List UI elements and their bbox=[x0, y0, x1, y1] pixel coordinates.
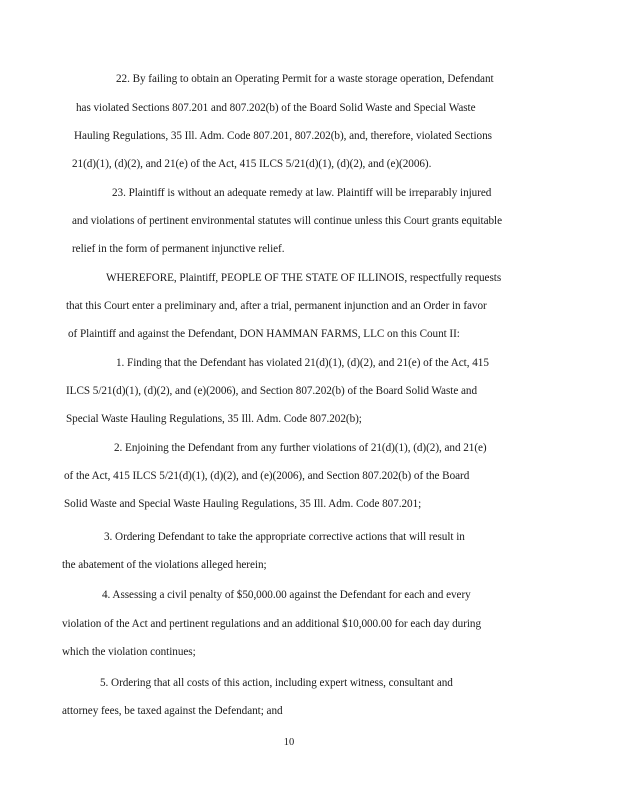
paragraph-22-line-4: 21(d)(1), (d)(2), and 21(e) of the Act, 415 ILCS 5/21(d)(1), (d)(2), and (e)(2006). bbox=[72, 158, 432, 170]
paragraph-23-line-3: relief in the form of permanent injunctive relief. bbox=[72, 243, 285, 255]
item-1-line-2: ILCS 5/21(d)(1), (d)(2), and (e)(2006), and Section 807.202(b) of the Board Solid Waste and bbox=[66, 385, 477, 397]
paragraph-23-line-2: and violations of pertinent environmental statutes will continue unless this Court grants equitable bbox=[72, 215, 503, 227]
item-2-line-2: of the Act, 415 ILCS 5/21(d)(1), (d)(2), and (e)(2006), and Section 807.202(b) of the Board bbox=[64, 470, 470, 482]
item-2-line-3: Solid Waste and Special Waste Hauling Regulations, 35 Ill. Adm. Code 807.201; bbox=[64, 498, 422, 510]
item-1-line-3: Special Waste Hauling Regulations, 35 Ill. Adm. Code 807.202(b); bbox=[66, 413, 362, 425]
paragraph-22-line-1: 22. By failing to obtain an Operating Permit for a waste storage operation, Defendant bbox=[116, 73, 494, 85]
wherefore-line-2: that this Court enter a preliminary and, after a trial, permanent injunction and an Order in favor bbox=[66, 300, 487, 312]
paragraph-23-line-1: 23. Plaintiff is without an adequate remedy at law. Plaintiff will be irreparably injured bbox=[112, 187, 492, 199]
item-4-line-1: 4. Assessing a civil penalty of $50,000.00 against the Defendant for each and every bbox=[102, 589, 471, 601]
paragraph-22-line-3: Hauling Regulations, 35 Ill. Adm. Code 807.201, 807.202(b), and, therefore, violated Sections bbox=[74, 130, 492, 142]
wherefore-line-3: of Plaintiff and against the Defendant, DON HAMMAN FARMS, LLC on this Count II: bbox=[68, 328, 460, 340]
item-4-line-3: which the violation continues; bbox=[62, 646, 196, 658]
item-5-line-2: attorney fees, be taxed against the Defendant; and bbox=[62, 705, 283, 717]
item-4-line-2: violation of the Act and pertinent regulations and an additional $10,000.00 for each day during bbox=[62, 618, 482, 630]
item-1-line-1: 1. Finding that the Defendant has violated 21(d)(1), (d)(2), and 21(e) of the Act, 415 bbox=[116, 357, 489, 369]
item-5-line-1: 5. Ordering that all costs of this action, including expert witness, consultant and bbox=[100, 677, 453, 689]
item-3-line-2: the abatement of the violations alleged herein; bbox=[62, 559, 267, 571]
page-number: 10 bbox=[283, 737, 295, 748]
paragraph-22-line-2: has violated Sections 807.201 and 807.202(b) of the Board Solid Waste and Special Waste bbox=[76, 102, 476, 114]
item-2-line-1: 2. Enjoining the Defendant from any further violations of 21(d)(1), (d)(2), and 21(e) bbox=[114, 442, 487, 454]
item-3-line-1: 3. Ordering Defendant to take the appropriate corrective actions that will result in bbox=[104, 531, 465, 543]
wherefore-line-1: WHEREFORE, Plaintiff, PEOPLE OF THE STATE OF ILLINOIS, respectfully requests bbox=[106, 272, 502, 284]
